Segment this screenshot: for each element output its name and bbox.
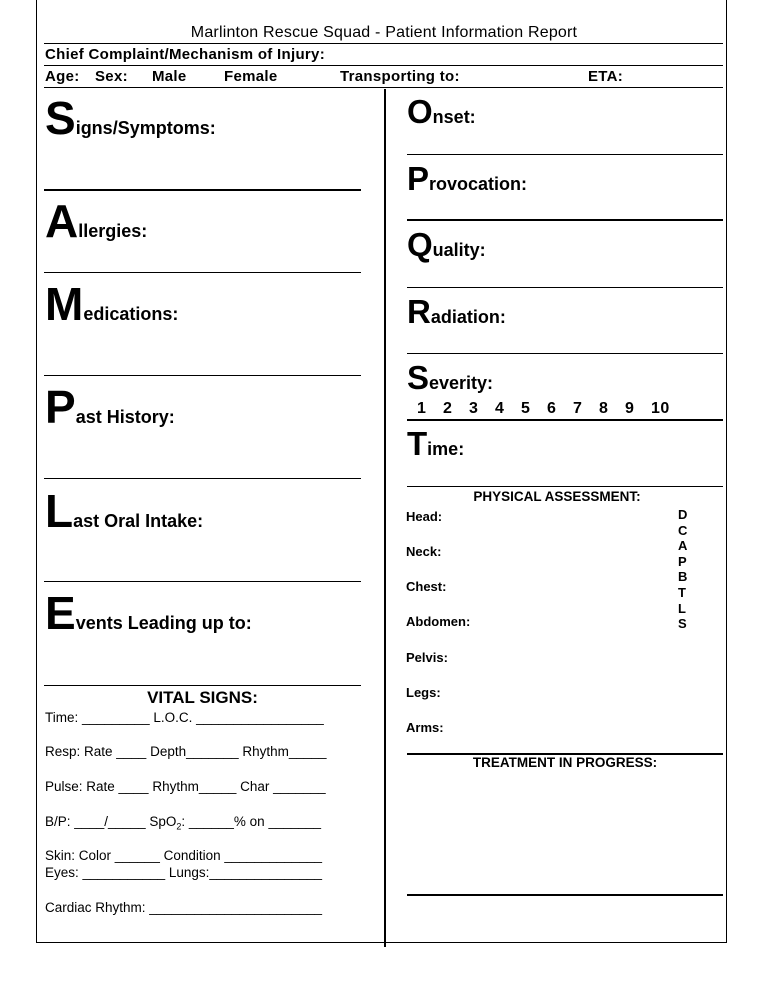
divider [407, 154, 723, 155]
severity-scale[interactable] [417, 400, 670, 418]
transporting-to-label: Transporting to: [340, 68, 460, 85]
vital-respiration[interactable]: Resp: Rate ____ Depth_______ Rhythm_____ [45, 744, 327, 759]
vital-signs-heading: VITAL SIGNS: [147, 688, 258, 707]
divider [44, 65, 723, 66]
divider [44, 581, 361, 582]
severity-5[interactable]: 5 [521, 400, 531, 417]
onset-field[interactable]: Onset: [407, 93, 476, 130]
time-field[interactable]: Time: [407, 425, 465, 462]
severity-4[interactable]: 4 [495, 400, 505, 417]
eta-label: ETA: [588, 68, 624, 85]
assessment-head[interactable]: Head: [406, 509, 443, 524]
assessment-arms[interactable]: Arms: [406, 720, 444, 735]
assessment-abdomen[interactable]: Abdomen: [406, 614, 471, 629]
divider [44, 189, 361, 191]
divider [407, 486, 723, 487]
divider [407, 894, 723, 896]
past-history-field[interactable]: Past History: [45, 381, 175, 433]
divider [44, 375, 361, 376]
divider [407, 219, 723, 221]
assessment-neck[interactable]: Neck: [406, 544, 442, 559]
divider [407, 353, 723, 354]
assessment-pelvis[interactable]: Pelvis: [406, 650, 448, 665]
signs-symptoms-field[interactable]: Signs/Symptoms: [45, 92, 216, 144]
treatment-heading: TREATMENT IN PROGRESS: [472, 755, 658, 770]
vital-skin[interactable]: Skin: Color ______ Condition _____________ [45, 848, 322, 863]
severity-1[interactable]: 1 [417, 400, 427, 417]
chief-complaint-label: Chief Complaint/Mechanism of Injury: [45, 46, 325, 63]
quality-field[interactable]: Quality: [407, 226, 486, 263]
vital-pulse[interactable]: Pulse: Rate ____ Rhythm_____ Char _______ [45, 779, 326, 794]
allergies-field[interactable]: Allergies: [45, 195, 148, 247]
radiation-field[interactable]: Radiation: [407, 293, 506, 330]
age-label: Age: [45, 68, 80, 85]
severity-10[interactable]: 10 [651, 400, 670, 417]
severity-field[interactable]: Severity: [407, 359, 494, 396]
assessment-chest[interactable]: Chest: [406, 579, 447, 594]
divider [44, 478, 361, 479]
sex-label: Sex: [95, 68, 128, 85]
severity-2[interactable]: 2 [443, 400, 453, 417]
treatment-notes-area[interactable] [407, 775, 723, 893]
assessment-legs[interactable]: Legs: [406, 685, 441, 700]
vital-eyes-lungs[interactable]: Eyes: ___________ Lungs:_______________ [45, 865, 323, 880]
divider [44, 685, 361, 686]
male-option[interactable]: Male [152, 68, 187, 85]
provocation-field[interactable]: Provocation: [407, 160, 528, 197]
vital-time-loc[interactable]: Time: _________ L.O.C. _________________ [45, 710, 324, 725]
divider [407, 287, 723, 288]
divider [44, 87, 723, 88]
vital-cardiac-rhythm[interactable]: Cardiac Rhythm: _______________________ [45, 900, 322, 915]
vital-bp-spo2[interactable]: B/P: ____/_____ SpO$_2$: ______% on _______ [45, 814, 322, 832]
page-title: Marlinton Rescue Squad - Patient Information Report [190, 24, 578, 41]
events-leading-field[interactable]: Events Leading up to: [45, 587, 252, 639]
divider [44, 272, 361, 273]
severity-6[interactable]: 6 [547, 400, 557, 417]
severity-7[interactable]: 7 [573, 400, 583, 417]
medications-field[interactable]: Medications: [45, 278, 179, 330]
divider [44, 43, 723, 44]
severity-3[interactable]: 3 [469, 400, 479, 417]
female-option[interactable]: Female [224, 68, 278, 85]
dcap-btls-mnemonic: D C A P B T L S [678, 507, 688, 632]
column-divider [384, 89, 386, 947]
last-oral-intake-field[interactable]: Last Oral Intake: [45, 485, 204, 537]
divider [407, 419, 723, 421]
severity-9[interactable]: 9 [625, 400, 635, 417]
severity-8[interactable]: 8 [599, 400, 609, 417]
physical-assessment-heading: PHYSICAL ASSESSMENT: [473, 489, 641, 504]
